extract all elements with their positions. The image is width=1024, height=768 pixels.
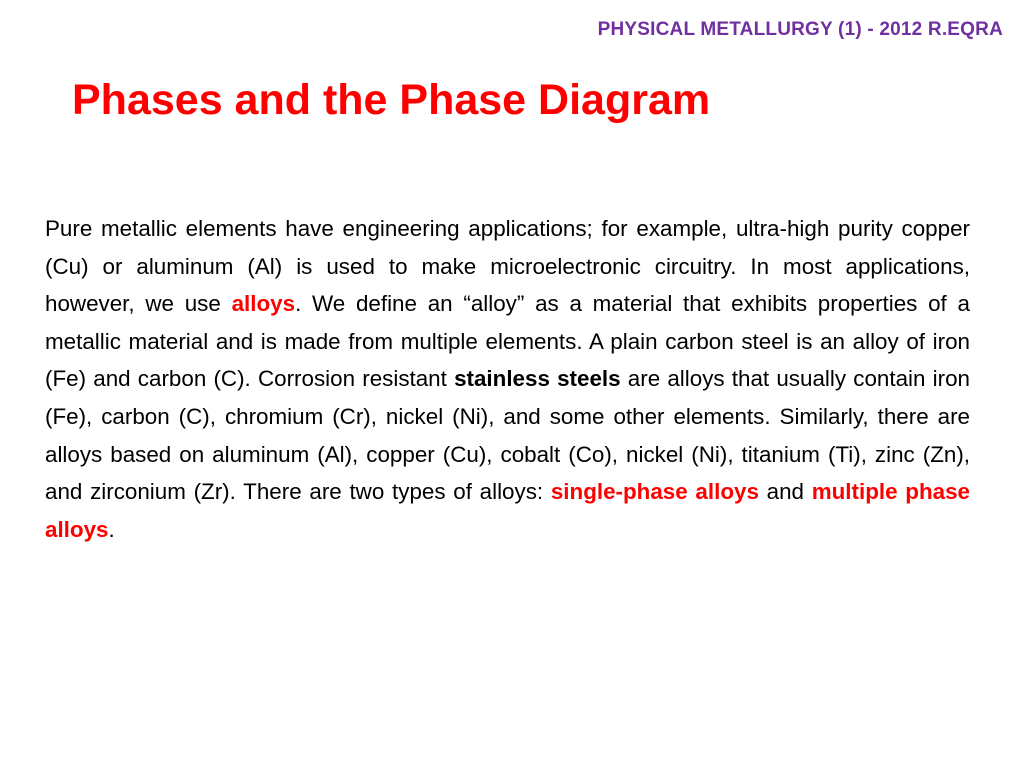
body-text-segment-2: . We define an “alloy” as a material that exhibits properties of a metallic material and is made from multiple elements. A plain carbon steel is an alloy of iron (Fe) and carbon (C). Corrosion resistant — [45, 291, 970, 392]
body-text-segment-5: . — [108, 516, 115, 542]
body-text-segment-4: and — [758, 479, 812, 505]
term-stainless-steels: stainless steels — [454, 366, 621, 392]
term-single-phase-alloys: single-phase alloys — [550, 479, 759, 505]
body-text-segment-3: are alloys that usually contain iron (Fe), carbon (C), chromium (Cr), nickel (Ni), and some other elements. Similarly, there are alloys based on aluminum (Al), copper (Cu), cobalt (Co), nickel (Ni), titanium (Ti), zinc (Zn), and zirconium (Zr). There are two types of alloys: — [45, 366, 970, 505]
term-multiple-phase-alloys: multiple phase alloys — [45, 479, 970, 542]
body-text-segment-1: Pure metallic elements have engineering applications; for example, ultra-high purity copper (Cu) or aluminum (Al) is used to make microelectronic circuitry. In most applications, however, we use — [45, 216, 970, 317]
slide-title: Phases and the Phase Diagram — [72, 76, 711, 124]
term-alloys: alloys — [231, 291, 296, 317]
body-paragraph — [45, 210, 970, 548]
course-header-tag: PHYSICAL METALLURGY (1) - 2012 R.EQRA — [597, 19, 1003, 40]
